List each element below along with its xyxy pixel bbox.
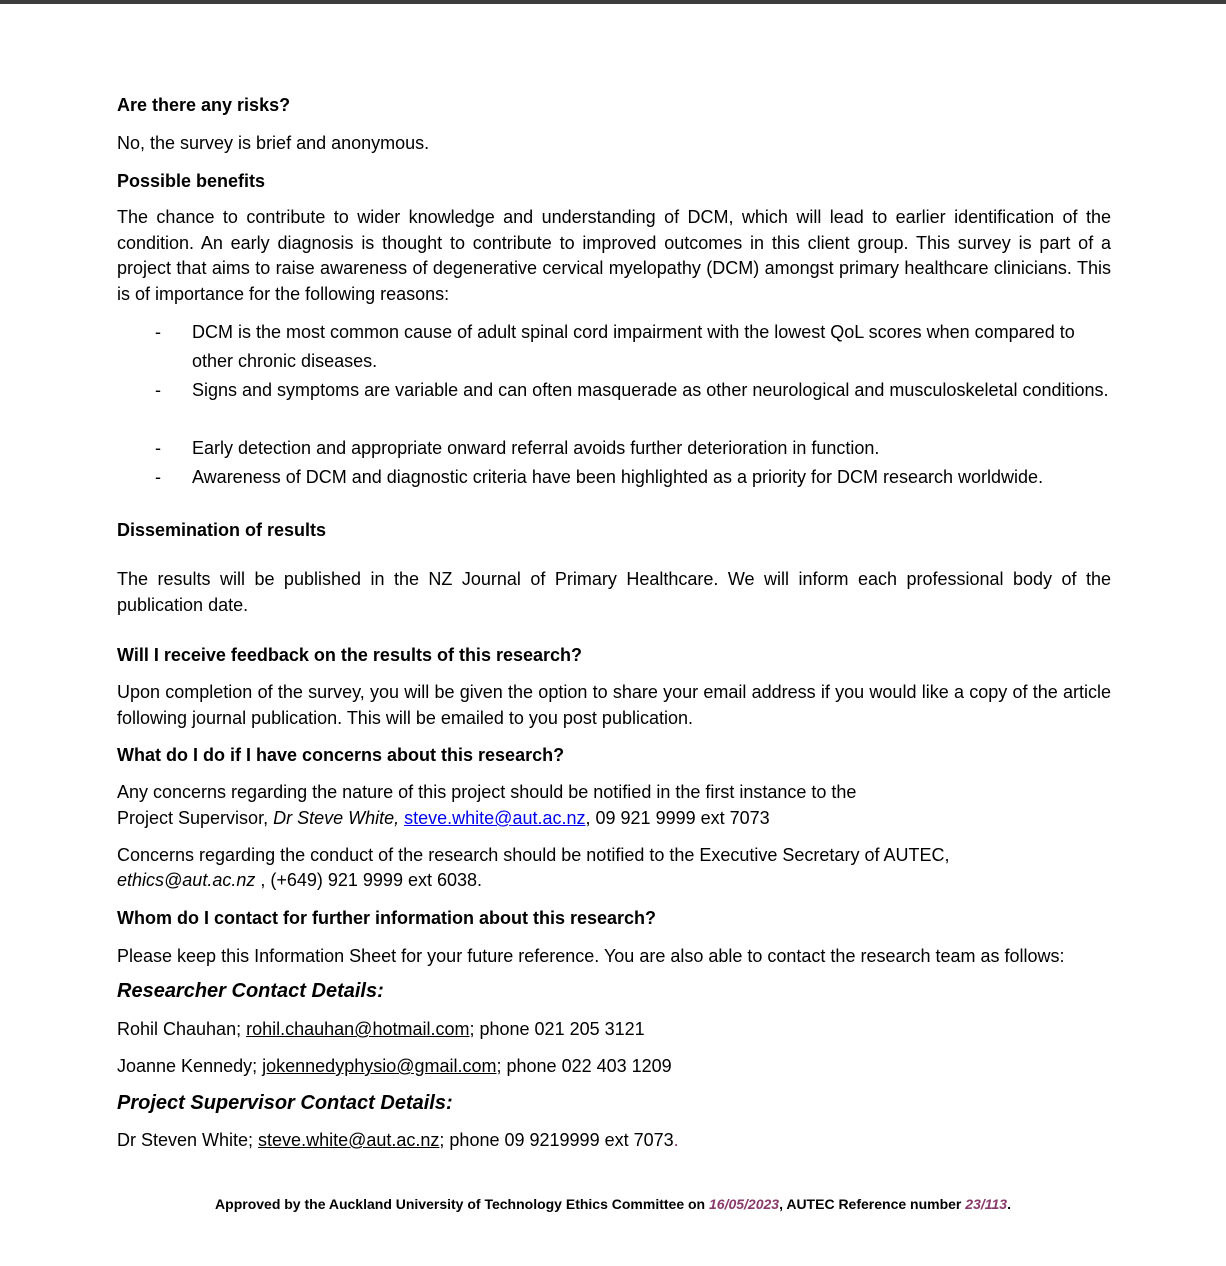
supervisor-name: Dr Steve White, — [273, 808, 400, 828]
supervisor-contact-phone: ; phone 09 9219999 ext 7073 — [439, 1130, 674, 1150]
top-border — [0, 0, 1226, 4]
supervisor-contact-row — [117, 1128, 679, 1153]
ethics-line1: Concerns regarding the conduct of the research should be notified to the Executive Secretary of AUTEC, — [117, 845, 950, 865]
bullet-text: Awareness of DCM and diagnostic criteria have been highlighted as a priority for DCM research worldwide. — [192, 467, 1044, 487]
researcher-contact-row — [117, 1017, 645, 1042]
supervisor-contact-email-link[interactable]: steve.white@aut.ac.nz — [258, 1130, 440, 1150]
bullet-dash: - — [155, 438, 161, 458]
researcher-phone: ; phone 022 403 1209 — [496, 1056, 672, 1076]
ethics-email: ethics@aut.ac.nz — [117, 870, 256, 890]
ethics-phone: , (+649) 921 9999 ext 6038. — [255, 870, 483, 890]
risks-heading: Are there any risks? — [117, 95, 291, 115]
footer-date: 16/05/2023 — [709, 1196, 780, 1212]
researcher-contact-heading: Researcher Contact Details: — [117, 980, 384, 1002]
bullet-dash: - — [155, 380, 161, 400]
footer-middle: , AUTEC Reference number — [779, 1196, 966, 1212]
researcher-email-link[interactable]: rohil.chauhan@hotmail.com — [246, 1019, 470, 1039]
risks-body: No, the survey is brief and anonymous. — [117, 133, 430, 153]
feedback-body: Upon completion of the survey, you will be given the option to share your email address if you would like a copy of the article following journal publication. This will be emailed to you post publication. — [117, 682, 1111, 728]
contact-body: Please keep this Information Sheet for your future reference. You are also able to contact the research team as follows: — [117, 946, 1065, 966]
supervisor-phone: , 09 921 9999 ext 7073 — [585, 808, 770, 828]
supervisor-email-link[interactable]: steve.white@aut.ac.nz — [404, 808, 586, 828]
researcher-phone: ; phone 021 205 3121 — [469, 1019, 645, 1039]
bullet-text: DCM is the most common cause of adult spinal cord impairment with the lowest QoL scores when compared to other chronic diseases. — [192, 322, 1075, 371]
benefits-heading: Possible benefits — [117, 171, 266, 191]
researcher-name: Rohil Chauhan; — [117, 1019, 247, 1039]
concerns-heading: What do I do if I have concerns about this research? — [117, 745, 565, 765]
bullet-text: Early detection and appropriate onward referral avoids further deterioration in function. — [192, 438, 880, 458]
bullet-dash: - — [155, 467, 161, 487]
footer-ref: 23/113 — [965, 1196, 1008, 1212]
researcher-email-link[interactable]: jokennedyphysio@gmail.com — [262, 1056, 497, 1076]
feedback-heading: Will I receive feedback on the results of this research? — [117, 645, 583, 665]
approval-footer — [0, 1196, 1226, 1212]
concerns-line2 — [117, 806, 770, 831]
footer-prefix: Approved by the Auckland University of Technology Ethics Committee on — [215, 1196, 709, 1212]
concerns-line2-prefix: Project Supervisor, — [117, 808, 274, 828]
dissemination-heading: Dissemination of results — [117, 520, 327, 540]
contact-heading: Whom do I contact for further information about this research? — [117, 908, 657, 928]
supervisor-contact-trail: . — [673, 1130, 679, 1150]
bullet-text: Signs and symptoms are variable and can often masquerade as other neurological and musculoskeletal conditions. — [192, 380, 1109, 400]
bullet-dash: - — [155, 322, 161, 342]
supervisor-contact-heading: Project Supervisor Contact Details: — [117, 1092, 453, 1114]
dissemination-body: The results will be published in the NZ Journal of Primary Healthcare. We will inform each professional body of the publication date. — [117, 569, 1111, 615]
concerns-line1: Any concerns regarding the nature of this project should be notified in the first instance to the — [117, 782, 857, 802]
benefits-body: The chance to contribute to wider knowledge and understanding of DCM, which will lead to earlier identification of the condition. An early diagnosis is thought to contribute to improved outcomes in this client group. This survey is part of a project that aims to raise awareness of degenerative cervical myelopathy (DCM) amongst primary healthcare clinicians. This is of importance for the following reasons: — [117, 207, 1111, 304]
supervisor-contact-name: Dr Steven White; — [117, 1130, 259, 1150]
ethics-line2 — [117, 868, 482, 893]
researcher-contact-row — [117, 1054, 672, 1079]
footer-suffix: . — [1007, 1196, 1011, 1212]
researcher-name: Joanne Kennedy; — [117, 1056, 263, 1076]
